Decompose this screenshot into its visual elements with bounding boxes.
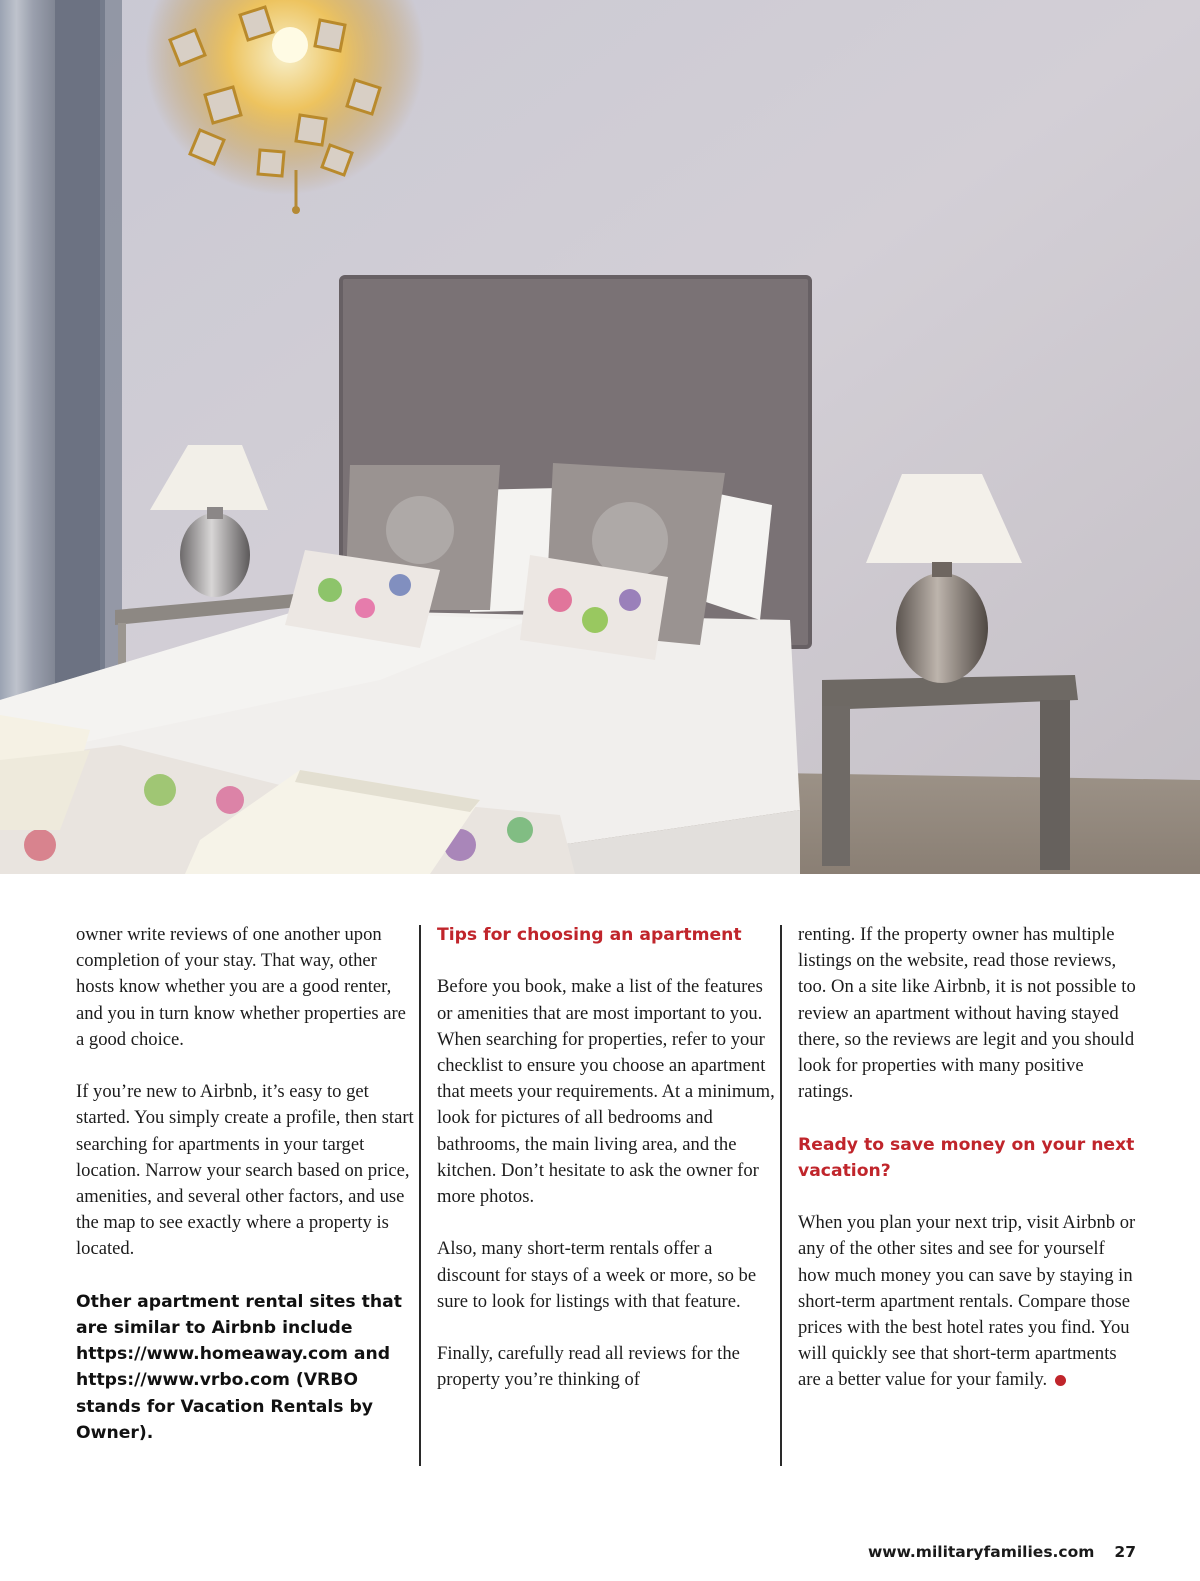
col3-paragraph-2-wrap: [798, 1210, 1138, 1393]
col2-heading: Tips for choosing an apartment: [437, 925, 742, 945]
column-divider-1: [419, 925, 421, 1466]
page-footer: [868, 1543, 1136, 1561]
col2-paragraph-1: Before you book, make a list of the features or amenities that are most important to you. When searching for properties, refer to your checklist to ensure you choose an apartment that meets your requirements. At a minimum, look for pictures of all bedrooms and bathrooms, the main living area, and the kitchen. Don’t hesitate to ask the owner for more photos.: [437, 976, 775, 1208]
footer-url: www.militaryfamilies.com: [867, 1543, 1095, 1561]
column-1: [76, 922, 414, 1472]
col3-heading: Ready to save money on your next vacation?: [798, 1134, 1135, 1181]
col1-paragraph-3: Other apartment rental sites that are similar to Airbnb include https://www.homeaway.com and https://www.vrbo.com (VRBO stands for Vacation Rentals by Owner).: [76, 1291, 402, 1443]
col3-paragraph-1: renting. If the property owner has multiple listings on the website, read those reviews, too. On a site like Airbnb, it is not possible to review an apartment without having stayed there, so the reviews are legit and you should look for properties with many positive ratings.: [798, 924, 1136, 1103]
col1-paragraph-1: owner write reviews of one another upon completion of your stay. That way, other hosts know whether you are a good renter, and you in turn know whether properties are a good choice.: [76, 924, 406, 1050]
column-2: [437, 922, 775, 1420]
column-divider-2: [780, 925, 782, 1466]
page-number: 27: [1114, 1543, 1136, 1561]
col2-paragraph-3: Finally, carefully read all reviews for the property you’re thinking of: [437, 1343, 740, 1391]
col1-paragraph-2: If you’re new to Airbnb, it’s easy to get started. You simply create a profile, then start searching for apartments in your target location. Narrow your search based on price, amenities, and several other factors, and use the map to see exactly where a property is located.: [76, 1081, 414, 1260]
column-3: [798, 922, 1138, 1420]
col3-paragraph-2: When you plan your next trip, visit Airbnb or any of the other sites and see for yourself how much money you can save by staying in short-term apartment rentals. Compare those prices with the best hotel rates you find. You will quickly see that short-term apartments are a better value for your family.: [798, 1212, 1136, 1391]
end-mark-icon: [1055, 1375, 1066, 1386]
col2-paragraph-2: Also, many short-term rentals offer a discount for stays of a week or more, so be sure to look for listings with that feature.: [437, 1238, 757, 1312]
